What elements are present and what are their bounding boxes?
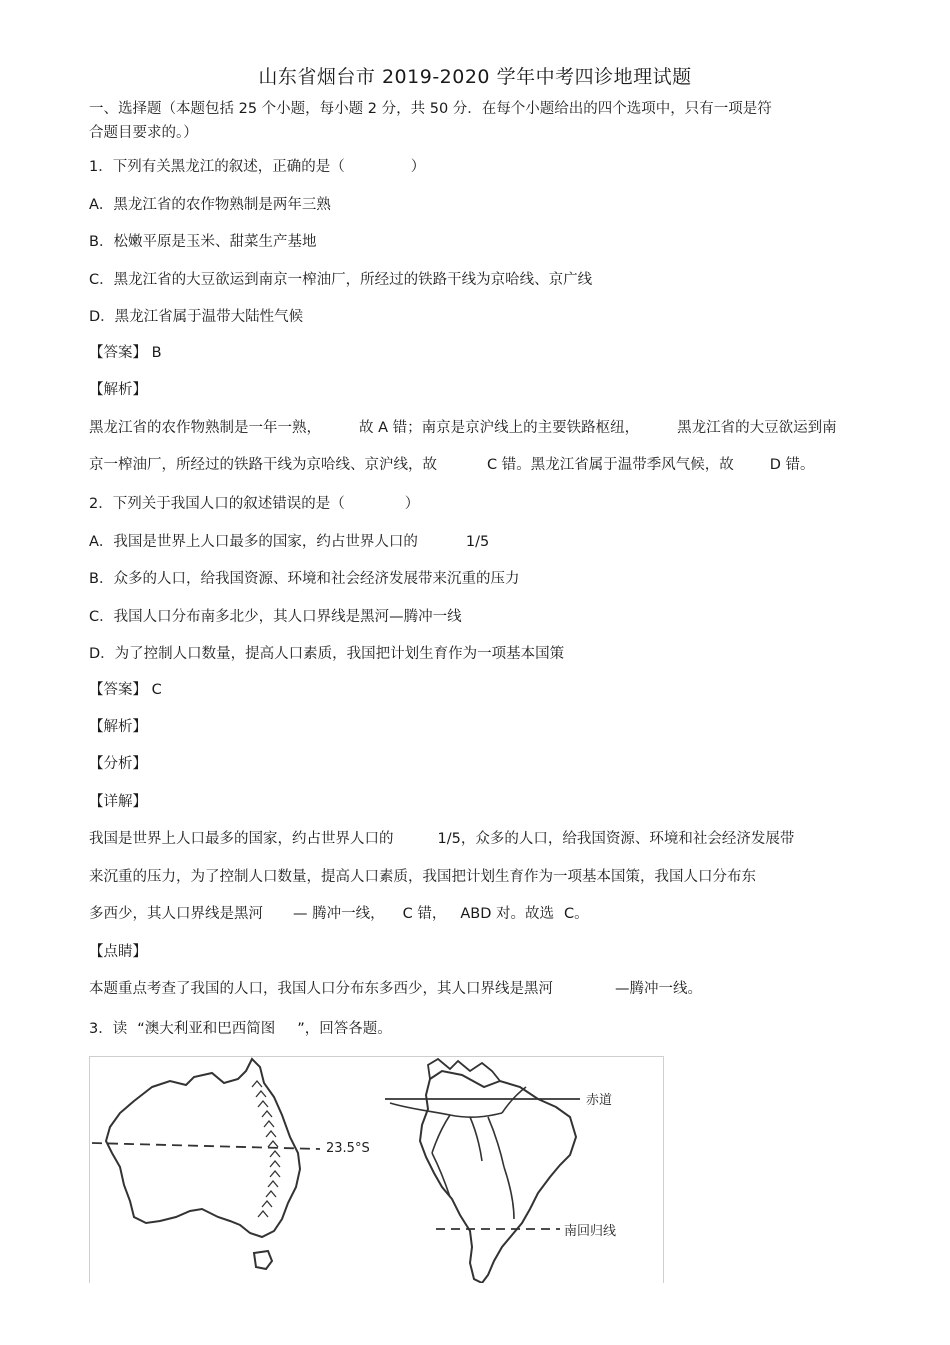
q3-stem-part3: ”，回答各题。 [297, 1021, 392, 1037]
label-south-tropic: 南回归线 [564, 1224, 617, 1239]
q1-exp1-part2: 故 A 错；南京是京沪线上的主要铁路枢纽， [359, 420, 640, 436]
q1-explanation-line1 [89, 418, 837, 438]
q3-stem [89, 1019, 392, 1039]
q1-exp2-part1: 京一榨油厂，所经过的铁路干线为京哈线、京沪线，故 [89, 457, 437, 473]
q2-dianjing-part1: 本题重点考查了我国的人口，我国人口分布东多西少，其人口界线是黑河 [89, 981, 553, 997]
q2-explanation-line3 [89, 904, 589, 924]
q2-option-a [89, 532, 489, 552]
q1-answer [89, 343, 162, 363]
map-svg [90, 1057, 663, 1283]
q1-option-c: C．黑龙江省的大豆欲运到南京一榨油厂，所经过的铁路干线为京哈线、京广线 [89, 272, 593, 288]
q2-exp1-part1: 我国是世界上人口最多的国家，约占世界人口的 [89, 831, 394, 847]
q2-answer-label: 【答案】 [89, 682, 147, 698]
section-intro-line1: 一、选择题（本题包括 25 个小题，每小题 2 分，共 50 分．在每个小题给出的四个选项中，只有一项是符 [89, 101, 772, 117]
q3-stem-part1: 3．读 [89, 1021, 128, 1037]
q2-stem-close: ） [404, 496, 420, 512]
q2-option-b: B．众多的人口，给我国资源、环境和社会经济发展带来沉重的压力 [89, 571, 520, 587]
q2-answer-value: C [151, 682, 162, 698]
tasmania-outline [254, 1251, 272, 1269]
q1-exp2-part2: C 错。黑龙江省属于温带季风气候，故 [487, 457, 734, 473]
q1-explanation-line2 [89, 455, 815, 475]
q1-analysis-label: 【解析】 [89, 382, 147, 398]
q3-stem-part2: “澳大利亚和巴西简图 [137, 1021, 276, 1037]
q2-dianjing-label: 【点睛】 [89, 944, 147, 960]
q2-answer [89, 680, 162, 700]
q2-exp1-part2: 1/5，众多的人口，给我国资源、环境和社会经济发展带 [437, 831, 795, 847]
australia-brazil-map [89, 1056, 664, 1283]
q2-exp3-part5: C。 [564, 906, 589, 922]
river-lines [390, 1087, 526, 1219]
q2-option-a-text: A．我国是世界上人口最多的国家，约占世界人口的 [89, 534, 418, 550]
document-title: 山东省烟台市 2019-2020 学年中考四诊地理试题 [258, 66, 692, 88]
label-equator: 赤道 [586, 1093, 613, 1108]
q1-exp1-part3: 黑龙江省的大豆欲运到南 [677, 420, 837, 436]
q1-answer-value: B [151, 345, 162, 361]
q1-option-b: B．松嫩平原是玉米、甜菜生产基地 [89, 234, 317, 250]
q1-stem-close: ） [410, 159, 426, 175]
q2-exp3-part3: C 错， [402, 906, 447, 922]
q2-dianjing-part2: —腾冲一线。 [615, 981, 702, 997]
label-23-5-s: 23.5°S [326, 1141, 370, 1156]
q2-stem [89, 494, 419, 514]
q1-option-a: A．黑龙江省的农作物熟制是两年三熟 [89, 197, 331, 213]
q2-explanation-line2: 来沉重的压力，为了控制人口数量，提高人口素质，我国把计划生育作为一项基本国策，我国人口分布东 [89, 869, 756, 885]
q2-explanation-line1 [89, 829, 794, 849]
q2-stem-text: 2．下列关于我国人口的叙述错误的是（ [89, 496, 345, 512]
q2-exp3-part1: 多西少，其人口界线是黑河 [89, 906, 263, 922]
q2-xiangjie-label: 【详解】 [89, 794, 147, 810]
q1-stem-text: 1．下列有关黑龙江的叙述，正确的是（ [89, 159, 345, 175]
q1-exp2-part3: D 错。 [769, 457, 815, 473]
q1-exp1-part1: 黑龙江省的农作物熟制是一年一熟， [89, 420, 321, 436]
q2-option-a-frac: 1/5 [465, 534, 490, 550]
q1-option-d: D．黑龙江省属于温带大陆性气候 [89, 309, 304, 325]
q2-exp3-part4: ABD 对。故选 [460, 906, 554, 922]
q2-exp3-part2: — 腾冲一线， [293, 906, 385, 922]
q2-option-d: D．为了控制人口数量，提高人口素质，我国把计划生育作为一项基本国策 [89, 646, 565, 662]
north-coast-outline [428, 1059, 500, 1081]
q2-analysis-label: 【解析】 [89, 719, 147, 735]
q1-answer-label: 【答案】 [89, 345, 147, 361]
q2-option-c: C．我国人口分布南多北少，其人口界线是黑河—腾冲一线 [89, 609, 462, 625]
section-intro-line2: 合题目要求的。） [89, 125, 198, 141]
q1-stem [89, 157, 425, 177]
q2-dianjing-text [89, 979, 702, 999]
australia-tropic-line [92, 1143, 320, 1149]
q2-fenxi-label: 【分析】 [89, 756, 147, 772]
